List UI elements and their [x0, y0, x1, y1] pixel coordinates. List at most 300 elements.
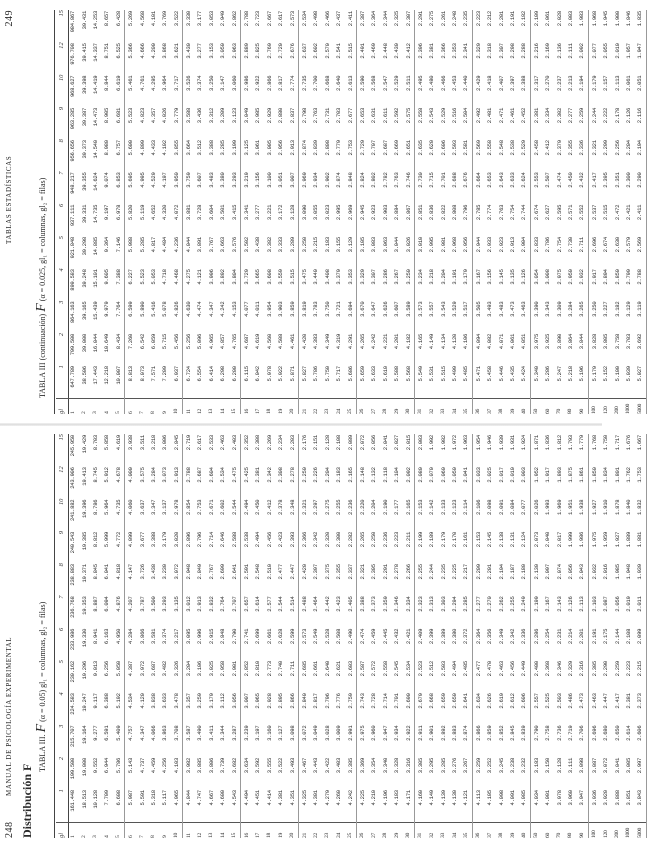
f-value-cell: 2.759: [344, 692, 356, 724]
f-value-cell: 3.063: [381, 237, 389, 253]
f-value-cell: 2.235: [460, 10, 472, 42]
f-value-cell: 2.456: [509, 661, 517, 677]
f-value-cell: 2.917: [590, 269, 598, 285]
f-value-cell: 2.089: [344, 434, 356, 466]
f-value-cell: 2.346: [393, 596, 401, 612]
f-value-cell: 2.569: [474, 140, 482, 156]
f-value-cell: 6.608: [113, 789, 125, 822]
f-value-cell: 2.349: [497, 628, 505, 645]
f-value-cell: 5.786: [312, 366, 320, 382]
f-value-cell: 4.242: [370, 333, 378, 350]
f-value-cell: 5.922: [277, 366, 285, 382]
f-value-cell: 5.999: [103, 531, 111, 548]
f-value-cell: 2.025: [486, 467, 494, 483]
f-value-cell: 864.163: [69, 301, 77, 324]
f-value-cell: 2.956: [277, 140, 285, 156]
table-row: [449, 434, 460, 838]
f-value-cell: 3.478: [171, 692, 183, 724]
f-value-cell: 2.366: [439, 43, 447, 59]
f-value-cell: 4.718: [161, 269, 169, 285]
row-df-cell: 40: [518, 398, 530, 414]
f-value-cell: 2.523: [416, 661, 424, 677]
f-value-cell: 2.288: [518, 42, 530, 74]
f-value-cell: 3.060: [228, 75, 240, 107]
f-value-cell: 3.005: [624, 757, 632, 774]
table-row: [333, 10, 344, 414]
f-value-cell: 2.266: [402, 563, 414, 595]
f-value-cell: 2.176: [301, 435, 308, 451]
f-value-cell: 7.146: [113, 236, 125, 268]
f-value-cell: 3.284: [149, 467, 157, 483]
row-df-cell: 100: [588, 822, 600, 838]
f-value-cell: 2.754: [555, 237, 563, 253]
f-value-cell: 3.106: [196, 661, 204, 677]
f-value-cell: 3.219: [243, 172, 251, 188]
row-df-cell: 200: [611, 822, 622, 838]
f-value-cell: 2.995: [335, 204, 343, 221]
f-value-cell: 1.999: [566, 531, 574, 548]
f-value-cell: 2.473: [576, 692, 588, 724]
f-value-cell: 2.529: [518, 139, 530, 171]
f-value-cell: 2.010: [509, 467, 517, 483]
f-value-cell: 2.244: [590, 107, 598, 124]
f-value-cell: 5.256: [185, 333, 193, 350]
f-value-cell: 2.223: [393, 531, 401, 548]
f-value-cell: 2.175: [602, 628, 610, 645]
f-value-cell: 2.922: [402, 725, 414, 757]
f-value-cell: 8.703: [91, 435, 99, 451]
f-value-cell: 2.588: [228, 531, 240, 563]
f-value-cell: 2.329: [474, 43, 482, 59]
table-row: [623, 10, 634, 414]
f-value-cell: 2.456: [265, 531, 273, 548]
f-value-cell: 2.397: [509, 75, 517, 91]
f-value-cell: 2.852: [243, 661, 251, 677]
f-value-cell: 2.423: [335, 596, 343, 612]
table-row: [171, 10, 183, 414]
row-df-cell: 1000: [623, 398, 634, 414]
f-value-cell: 2.091: [497, 499, 505, 515]
f-value-cell: 2.077: [518, 499, 530, 531]
f-value-cell: 1.963: [460, 434, 472, 466]
f-value-cell: 3.721: [335, 301, 343, 317]
f-value-cell: 2.590: [358, 75, 366, 91]
f-value-cell: 4.121: [196, 269, 204, 285]
f-value-cell: 2.321: [301, 499, 308, 515]
f-value-cell: 8.434: [113, 333, 125, 365]
f-value-cell: 4.508: [277, 333, 285, 350]
f-value-cell: 2.235: [439, 564, 447, 580]
f-value-cell: 4.147: [127, 564, 135, 580]
f-value-cell: 1.861: [576, 466, 588, 498]
table-row: [101, 434, 112, 838]
caption-prefix: TABLA III.: [38, 734, 47, 772]
column-header: 2: [58, 332, 65, 337]
f-value-cell: 3.960: [566, 790, 574, 806]
f-value-cell: 2.190: [381, 499, 389, 515]
f-value-cell: 2.491: [358, 43, 366, 59]
f-value-cell: 2.259: [576, 107, 588, 139]
f-value-cell: 3.975: [532, 333, 540, 350]
f-value-cell: 3.182: [613, 301, 621, 317]
row-df-cell: 12: [194, 822, 205, 838]
f-value-cell: 5.978: [265, 366, 273, 382]
f-value-cell: 2.299: [602, 140, 610, 156]
f-value-cell: 2.996: [196, 628, 204, 645]
f-value-cell: 2.161: [460, 531, 472, 563]
f-value-cell: 3.289: [286, 236, 298, 268]
f-value-cell: 3.515: [286, 268, 298, 300]
f-value-cell: 2.463: [219, 435, 227, 451]
f-value-cell: 2.027: [393, 435, 401, 451]
f-value-cell: 3.806: [207, 757, 215, 774]
f-value-cell: 2.848: [219, 628, 227, 645]
f-value-cell: 2.381: [624, 693, 632, 709]
f-value-cell: 2.270: [486, 596, 494, 612]
f-value-cell: 4.082: [486, 333, 494, 350]
f-value-cell: 3.221: [265, 204, 273, 221]
f-value-cell: 3.316: [402, 757, 414, 789]
f-value-cell: 3.250: [590, 301, 598, 317]
f-value-cell: 5.446: [497, 366, 505, 382]
f-value-cell: 2.131: [509, 531, 517, 548]
f-value-cell: 3.868: [161, 43, 169, 59]
f-value-cell: 3.128: [555, 757, 563, 774]
f-value-cell: 3.111: [566, 757, 574, 774]
f-value-cell: 5.192: [113, 692, 125, 724]
f-value-cell: 7.209: [161, 366, 169, 382]
row-df-cell: 1000: [623, 822, 634, 838]
f-value-cell: 2.577: [265, 596, 273, 612]
f-value-cell: 2.552: [576, 204, 588, 236]
f-value-cell: 2.515: [344, 42, 356, 74]
f-value-cell: 2.397: [312, 564, 320, 580]
f-value-cell: 2.199: [532, 596, 540, 612]
f-value-cell: 4.051: [518, 333, 530, 365]
f-value-cell: 16.044: [91, 333, 99, 353]
f-value-cell: 9.277: [91, 725, 99, 741]
f-value-cell: 4.236: [171, 236, 183, 268]
f-value-cell: 233.986: [69, 628, 77, 651]
f-value-cell: 4.197: [161, 172, 169, 188]
f-value-cell: 3.343: [544, 301, 552, 317]
f-value-cell: 1.871: [532, 435, 540, 451]
f-value-cell: 2.573: [301, 628, 308, 645]
row-df-cell: 17: [252, 822, 263, 838]
f-value-cell: 5.285: [138, 237, 146, 253]
f-value-cell: 2.915: [207, 628, 215, 645]
f-value-cell: 3.891: [196, 237, 204, 253]
table-row: [113, 10, 125, 414]
row-df-cell: 15: [228, 822, 240, 838]
f-value-cell: 3.150: [544, 757, 552, 774]
column-header: 12: [58, 42, 65, 49]
f-value-cell: 4.265: [358, 333, 366, 350]
row-df-cell: 50: [530, 822, 542, 838]
f-value-cell: 2.958: [219, 661, 227, 677]
f-value-cell: 2.991: [344, 725, 356, 757]
f-value-cell: 2.932: [576, 268, 588, 300]
f-value-cell: 2.730: [566, 237, 574, 253]
f-value-cell: 2.845: [171, 434, 183, 466]
row-df-cell: 17: [252, 398, 263, 414]
table-row: [507, 10, 518, 414]
f-value-cell: 4.291: [344, 333, 356, 365]
row-df-cell: 18: [264, 822, 275, 838]
f-value-cell: 4.737: [138, 757, 146, 774]
f-value-cell: 3.374: [161, 628, 169, 645]
f-value-cell: 2.985: [254, 107, 262, 124]
f-value-cell: 4.061: [509, 333, 517, 350]
f-value-cell: 3.555: [265, 757, 273, 774]
f-value-cell: 4.619: [113, 434, 125, 466]
row-df-cell: 50: [530, 398, 542, 414]
table-row: [495, 10, 506, 414]
row-df-cell: 14: [217, 398, 228, 414]
f-value-cell: 3.607: [393, 301, 401, 317]
f-value-cell: 2.703: [335, 107, 343, 124]
f-value-cell: 3.126: [518, 268, 530, 300]
f-value-cell: 5.269: [127, 11, 135, 27]
f-value-cell: 3.500: [149, 596, 157, 612]
row-df-cell: 30: [402, 398, 414, 414]
f-value-cell: 4.826: [171, 301, 183, 333]
f-value-cell: 2.316: [576, 660, 588, 692]
f-value-cell: 2.265: [358, 531, 366, 548]
f-value-cell: 2.344: [381, 11, 389, 27]
f-value-cell: 2.437: [335, 11, 343, 27]
f-value-cell: 2.016: [602, 564, 610, 580]
f-value-cell: 2.641: [460, 692, 472, 724]
f-value-cell: 9.013: [91, 661, 99, 677]
f-value-cell: 3.828: [590, 333, 598, 350]
caption-text: (α = 0.025, gl₁ = columnas, gl₂ = filas): [38, 177, 47, 302]
f-value-cell: 2.417: [613, 693, 621, 709]
f-value-cell: 2.640: [323, 661, 331, 677]
f-value-cell: 3.438: [254, 237, 262, 253]
f-value-cell: 2.774: [286, 75, 298, 107]
f-value-cell: 3.005: [265, 140, 273, 156]
f-value-cell: 2.407: [497, 75, 505, 91]
f-value-cell: 6.227: [127, 269, 135, 285]
f-value-cell: 2.270: [544, 75, 552, 91]
f-value-cell: 2.015: [402, 434, 414, 466]
f-value-cell: 2.753: [344, 139, 356, 171]
table-top-rule: [54, 10, 55, 414]
f-value-cell: 2.254: [544, 628, 552, 645]
f-value-cell: 3.204: [439, 269, 447, 285]
f-value-cell: 1.676: [624, 435, 632, 451]
f-value-cell: 4.494: [243, 790, 251, 806]
f-value-cell: 3.012: [185, 596, 193, 612]
f-value-cell: 2.606: [439, 140, 447, 156]
f-value-cell: 2.796: [196, 531, 204, 548]
f-value-cell: 3.726: [138, 564, 146, 580]
f-value-cell: 3.128: [286, 204, 298, 236]
f-value-cell: 3.010: [416, 237, 424, 253]
f-value-cell: 2.108: [335, 435, 343, 451]
f-value-cell: 3.663: [219, 237, 227, 253]
f-value-cell: 6.591: [103, 725, 111, 741]
f-value-cell: 1.750: [602, 435, 610, 451]
f-value-cell: 2.729: [358, 140, 366, 156]
f-value-cell: 2.393: [286, 531, 298, 563]
f-value-cell: 2.341: [460, 42, 472, 74]
f-value-cell: 2.481: [486, 107, 494, 124]
f-value-cell: 3.950: [171, 171, 183, 203]
f-value-cell: 4.818: [113, 563, 125, 595]
f-value-cell: 6.115: [243, 366, 251, 382]
f-value-cell: 3.621: [171, 42, 183, 74]
f-value-cell: 1.993: [544, 499, 552, 515]
f-value-cell: 2.571: [566, 204, 574, 221]
f-value-cell: 2.558: [381, 661, 389, 677]
f-value-cell: 4.099: [127, 531, 135, 548]
table-row: [217, 10, 228, 414]
f-value-cell: 2.236: [344, 499, 356, 531]
row-df-cell: 7: [136, 822, 147, 838]
f-value-cell: 956.656: [69, 140, 77, 162]
f-value-cell: 2.334: [544, 107, 552, 124]
f-value-cell: 5.523: [138, 269, 146, 285]
row-df-cell: 6: [124, 822, 136, 838]
row-df-cell: 31: [414, 398, 426, 414]
left-page: [0, 424, 644, 848]
f-value-cell: 2.613: [344, 75, 356, 107]
row-df-cell: 29: [391, 398, 402, 414]
f-value-cell: 2.516: [451, 107, 459, 124]
table-row: [460, 434, 472, 838]
f-value-cell: 3.903: [277, 301, 285, 317]
f-value-cell: 2.837: [286, 107, 298, 139]
f-value-cell: 3.285: [219, 140, 227, 156]
f-value-cell: 17.443: [91, 366, 99, 385]
f-value-cell: 5.456: [171, 333, 183, 365]
f-value-cell: 2.259: [613, 661, 621, 677]
f-value-cell: 2.544: [277, 596, 285, 612]
f-value-cell: 2.061: [544, 11, 552, 27]
row-df-cell: 25: [344, 822, 356, 838]
f-value-cell: 236.768: [69, 596, 77, 618]
f-value-cell: 2.167: [544, 596, 552, 612]
column-header: 10: [58, 498, 65, 506]
f-value-cell: 3.380: [219, 172, 227, 188]
f-value-cell: 5.117: [161, 790, 169, 806]
f-value-cell: 2.133: [439, 499, 447, 515]
f-value-cell: 3.864: [566, 333, 574, 350]
column-header: 4: [58, 692, 65, 696]
f-value-cell: 1.951: [566, 499, 574, 515]
f-value-cell: 5.409: [113, 725, 125, 757]
f-value-cell: 5.750: [323, 366, 331, 382]
f-value-cell: 2.624: [518, 171, 530, 203]
f-value-cell: 2.010: [613, 43, 621, 59]
table-row: [286, 10, 298, 414]
f-value-cell: 5.695: [127, 172, 135, 188]
f-value-cell: 3.056: [228, 692, 240, 724]
column-header: 3: [58, 724, 65, 728]
table-row: [472, 434, 484, 838]
f-value-cell: 5.600: [127, 140, 135, 156]
f-value-cell: 1.793: [566, 435, 574, 451]
f-value-cell: 6.094: [103, 596, 111, 612]
f-value-cell: 3.436: [196, 107, 204, 124]
f-value-cell: 2.741: [243, 628, 251, 645]
f-value-cell: 3.250: [301, 237, 308, 253]
f-value-cell: 5.471: [474, 366, 482, 382]
f-value-cell: 2.452: [518, 107, 530, 139]
table-row: [240, 434, 252, 838]
f-value-cell: 3.682: [228, 757, 240, 789]
f-value-cell: 4.066: [149, 725, 157, 741]
f-value-cell: 921.848: [69, 237, 77, 259]
f-value-cell: 2.194: [634, 139, 646, 171]
f-value-cell: 224.583: [69, 693, 77, 715]
f-value-cell: 5.416: [149, 301, 157, 317]
f-value-cell: 2.212: [486, 11, 494, 27]
f-value-cell: 2.492: [474, 107, 482, 124]
f-value-cell: 2.194: [576, 75, 588, 107]
f-value-cell: 1.840: [624, 499, 632, 515]
f-value-cell: 3.179: [460, 268, 472, 300]
f-value-cell: 2.261: [439, 11, 447, 27]
f-value-cell: 3.665: [254, 269, 262, 285]
f-value-cell: 5.858: [103, 435, 111, 451]
f-value-cell: 2.248: [451, 11, 459, 27]
f-value-cell: 2.411: [634, 204, 646, 236]
f-value-cell: 2.372: [460, 628, 472, 660]
f-value-cell: 2.463: [590, 693, 598, 709]
f-value-cell: 1.717: [613, 435, 621, 451]
f-value-cell: 4.113: [474, 790, 482, 806]
f-value-cell: 5.424: [518, 365, 530, 398]
f-value-cell: 4.207: [127, 596, 135, 612]
table-row: [286, 434, 298, 838]
f-value-cell: 3.529: [451, 301, 459, 317]
f-value-cell: 2.874: [460, 725, 472, 757]
f-value-cell: 245.950: [69, 435, 77, 457]
f-value-cell: 2.191: [590, 628, 598, 645]
f-value-cell: 2.234: [277, 435, 285, 451]
f-value-cell: 8.812: [91, 531, 99, 548]
f-value-cell: 2.884: [393, 204, 401, 221]
f-value-cell: 2.934: [312, 172, 320, 188]
f-value-cell: 2.537: [590, 204, 598, 221]
f-value-cell: 2.700: [312, 75, 320, 91]
f-value-cell: 3.374: [196, 75, 204, 91]
f-value-cell: 2.106: [474, 499, 482, 515]
f-value-cell: 3.286: [381, 269, 389, 285]
f-value-cell: 2.653: [486, 172, 494, 188]
f-value-cell: 5.340: [532, 366, 540, 382]
f-value-cell: 1.939: [634, 563, 646, 595]
f-value-cell: 4.149: [428, 333, 436, 350]
f-value-cell: 3.859: [286, 301, 298, 333]
f-value-cell: 2.469: [370, 43, 378, 59]
f-value-cell: 2.661: [312, 661, 320, 677]
row-df-cell: 80: [565, 822, 576, 838]
f-value-cell: 2.614: [624, 725, 632, 741]
f-value-cell: 4.995: [138, 172, 146, 188]
table-row: [634, 434, 646, 838]
f-value-cell: 2.657: [243, 596, 251, 612]
f-value-cell: 7.260: [127, 333, 135, 350]
f-value-cell: 2.528: [323, 628, 331, 645]
f-value-cell: 4.085: [518, 789, 530, 822]
f-value-cell: 2.244: [428, 564, 436, 580]
f-value-cell: 2.866: [265, 75, 273, 91]
f-value-cell: 3.415: [228, 204, 240, 236]
